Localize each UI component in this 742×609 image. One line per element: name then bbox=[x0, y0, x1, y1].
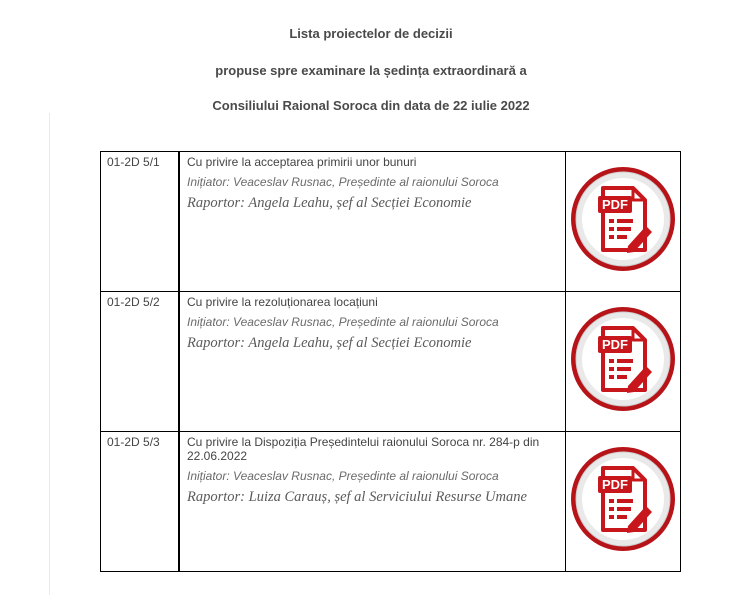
table-row bbox=[101, 292, 681, 432]
table-row bbox=[101, 432, 681, 572]
list-heading: Lista proiectelor de decizii bbox=[289, 26, 453, 41]
project-description bbox=[179, 292, 566, 432]
project-description bbox=[179, 432, 566, 572]
list-subheading: propuse spre examinare la ședința extraordinară a bbox=[215, 63, 527, 78]
pdf-download-icon[interactable] bbox=[570, 166, 676, 272]
pdf-cell bbox=[566, 152, 681, 292]
project-initiator: Inițiator: Veaceslav Rusnac, Președinte al raionului Soroca bbox=[187, 315, 499, 329]
pdf-download-icon[interactable] bbox=[570, 306, 676, 412]
page-left-rule bbox=[49, 113, 50, 595]
project-initiator: Inițiator: Veaceslav Rusnac, Președinte al raionului Soroca bbox=[187, 469, 499, 483]
decisions-table bbox=[100, 151, 681, 572]
svg-text:PDF: PDF bbox=[602, 337, 628, 352]
pdf-cell bbox=[566, 432, 681, 572]
project-title: Cu privire la acceptarea primirii unor bunuri bbox=[187, 155, 417, 169]
project-number: 01-2D 5/2 bbox=[101, 292, 180, 432]
project-raportor: Raportor: Angela Leahu, șef al Secției Economie bbox=[187, 195, 472, 211]
project-initiator: Inițiator: Veaceslav Rusnac, Președinte al raionului Soroca bbox=[187, 175, 499, 189]
svg-text:PDF: PDF bbox=[602, 477, 628, 492]
pdf-cell bbox=[566, 292, 681, 432]
project-raportor: Raportor: Luiza Carauș, șef al Serviciului Resurse Umane bbox=[187, 489, 527, 505]
project-title: Cu privire la Dispoziția Președintelui raionului Soroca nr. 284-p din 22.06.2022 bbox=[187, 435, 540, 463]
pdf-download-icon[interactable] bbox=[570, 446, 676, 552]
project-raportor: Raportor: Angela Leahu, șef al Secției Economie bbox=[187, 335, 472, 351]
project-number: 01-2D 5/3 bbox=[101, 432, 180, 572]
project-description bbox=[179, 152, 566, 292]
project-title: Cu privire la rezoluționarea locațiuni bbox=[187, 295, 378, 309]
list-council-date: Consiliului Raional Soroca din data de 22 iulie 2022 bbox=[212, 98, 530, 113]
svg-text:PDF: PDF bbox=[602, 197, 628, 212]
table-row bbox=[101, 152, 681, 292]
project-number: 01-2D 5/1 bbox=[101, 152, 180, 292]
